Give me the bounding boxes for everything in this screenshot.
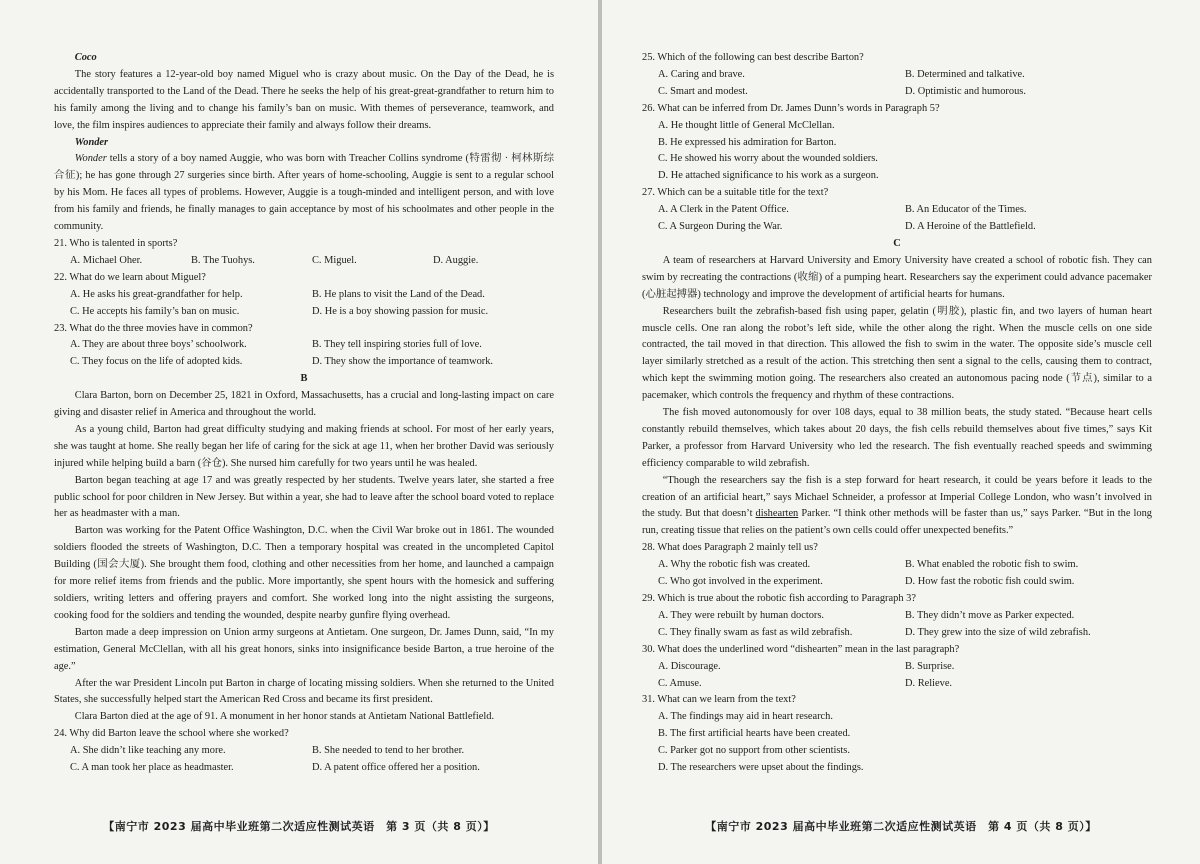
page-3 xyxy=(0,0,598,864)
q27-options xyxy=(642,202,1152,236)
q21-d[interactable]: D. Auggie. xyxy=(433,254,479,266)
c-para-3: The fish moved autonomously for over 108 days, equal to 38 million beats, the study stated. “Because heart cells constantly rebuild themselves, which takes about 20 days, the fish cells rebuild themselves about five times,” says Kit Parker, a professor from Harvard University who led the research. The fish eventually reached speeds and swimming efficiency comparable to wild zebrafish. xyxy=(642,407,1152,469)
q31-d[interactable]: D. The researchers were upset about the findings. xyxy=(658,762,864,774)
q29-c[interactable]: C. They finally swam as fast as wild zebrafish. xyxy=(658,626,853,638)
q27-stem: 27. Which can be a suitable title for the text? xyxy=(642,187,829,199)
q25-b[interactable]: B. Determined and talkative. xyxy=(905,68,1025,80)
q26-options xyxy=(642,118,1152,186)
q30-stem: 30. What does the underlined word “dishearten” mean in the last paragraph? xyxy=(642,643,960,655)
coco-text: The story features a 12-year-old boy named Miguel who is crazy about music. On the Day of the Dead, he is accidentally transported to the Land of the Dead. There he seeks the help of his great-great-grandfather to return him to his family among the living and to change his family’s ban on music. With themes of perseverance, teamwork, and love, the film inspires audiences to appreciate their family and always follow their dreams. xyxy=(54,68,554,131)
c-para-1: A team of researchers at Harvard University and Emory University have created a school of robotic fish. They can swim by recreating the contractions (收缩) of a pumping heart. Researchers say the experiment could advance pacemaker (心脏起搏器) technology and improve the development of artificial hearts for humans. xyxy=(642,254,1152,300)
c-para-4-pre: “Though the researchers say the fish is a step forward for heart research, it could be years before it leads to the creation of an artificial heart,” says Michael Schneider, a professor at Imperial College London, who wasn’t involved in the study. But that doesn’t xyxy=(642,474,1152,520)
q31-c[interactable]: C. Parker got no support from other scientists. xyxy=(658,745,850,757)
q24-b[interactable]: B. She needed to tend to her brother. xyxy=(312,745,465,757)
q30-c[interactable]: C. Amuse. xyxy=(658,677,702,689)
q31-a[interactable]: A. The findings may aid in heart research. xyxy=(658,711,833,723)
q23-stem: 23. What do the three movies have in common? xyxy=(54,322,253,334)
q21-b[interactable]: B. The Tuohys. xyxy=(191,254,255,266)
q26-c[interactable]: C. He showed his worry about the wounded soldiers. xyxy=(658,153,878,165)
underlined-word: dishearten xyxy=(755,508,799,520)
q24-c[interactable]: C. A man took her place as headmaster. xyxy=(70,762,234,774)
q21-options xyxy=(54,253,554,270)
q23-c[interactable]: C. They focus on the life of adopted kids. xyxy=(70,356,243,368)
q28-a[interactable]: A. Why the robotic fish was created. xyxy=(658,559,811,571)
page-3-footer: 【南宁市 2023 届高中毕业班第二次适应性测试英语 第 3 页（共 8 页）】 xyxy=(103,820,495,833)
q26-d[interactable]: D. He attached significance to his work as a surgeon. xyxy=(658,170,879,182)
q24-a[interactable]: A. She didn’t like teaching any more. xyxy=(70,745,226,757)
b-para-3: Barton began teaching at age 17 and was greatly respected by her students. Twelve years later, she started a free public school for poor children in New Jersey. But within a year, she had to leave after the school board voted to replace her as headmaster with a man. xyxy=(54,474,554,520)
q21-a[interactable]: A. Michael Oher. xyxy=(70,254,143,266)
q23-options xyxy=(54,337,554,371)
q29-stem: 29. Which is true about the robotic fish according to Paragraph 3? xyxy=(642,593,916,604)
q30-b[interactable]: B. Surprise. xyxy=(905,660,955,672)
q29-b[interactable]: B. They didn’t move as Parker expected. xyxy=(905,609,1075,621)
q21-c[interactable]: C. Miguel. xyxy=(312,254,357,266)
wonder-title: Wonder xyxy=(74,136,109,148)
q28-stem: 28. What does Paragraph 2 mainly tell us? xyxy=(642,542,818,554)
q28-c[interactable]: C. Who got involved in the experiment. xyxy=(658,576,823,588)
coco-title: Coco xyxy=(74,52,97,63)
q25-options xyxy=(642,67,1152,101)
wonder-text xyxy=(54,151,554,236)
q26-b[interactable]: B. He expressed his admiration for Barton. xyxy=(658,136,837,148)
q27-c[interactable]: C. A Surgeon During the War. xyxy=(658,221,783,233)
right-column xyxy=(642,50,1152,777)
wonder-body: tells a story of a boy named Auggie, who was born with Treacher Collins syndrome (特雷彻 · 柯林斯综合征); he has gone through 27 surgeries since birth. After years of home-schooling, Auggie is sent to a regular school by his Mom. He faces all types of problems. However, Auggie is a tough-minded and intelligent person, and with love from his family and friends, he finally manages to gain acceptance by most of his schoolmates and other people in the community. xyxy=(54,153,554,233)
q25-d[interactable]: D. Optimistic and humorous. xyxy=(905,85,1026,97)
b-para-1: Clara Barton, born on December 25, 1821 in Oxford, Massachusetts, has a crucial and long-lasting impact on care giving and disaster relief in America and throughout the world. xyxy=(54,390,554,419)
q22-a[interactable]: A. He asks his great-grandfather for help. xyxy=(70,288,243,300)
b-para-7: Clara Barton died at the age of 91. A monument in her honor stands at Antietam National Battlefield. xyxy=(74,711,495,723)
q30-a[interactable]: A. Discourage. xyxy=(658,660,721,672)
c-para-2: Researchers built the zebrafish-based fish using paper, gelatin (明胶), plastic fin, and two layers of human heart muscle cells. One ran along the robot’s left side, while the other along the right. When the muscle cells on one side contracted, the tail moved in that direction. This allowed the fish to swim in the water. The opposite side’s muscle cell layer similarly stretched as a result of the action. This stretching then sent a signal to the cells, causing them to contract, which kept the swimming motion going. The researchers also created an autonomous pacing node (节点), similar to a pacemaker, which controls the frequency and rhythm of these contractions. xyxy=(642,305,1152,402)
q25-a[interactable]: A. Caring and brave. xyxy=(658,68,745,80)
q25-stem: 25. Which of the following can best describe Barton? xyxy=(642,52,864,63)
section-c-heading: C xyxy=(893,237,901,249)
q29-options xyxy=(642,608,1152,642)
q26-a[interactable]: A. He thought little of General McClellan. xyxy=(658,119,835,131)
q22-options xyxy=(54,287,554,321)
b-para-5: Barton made a deep impression on Union army surgeons at Antietam. One surgeon, Dr. James Dunn, said, “In my estimation, General McClellan, with all his great honors, sinks into insignificance beside Barton, a true heroine of the age.” xyxy=(54,626,554,672)
q23-a[interactable]: A. They are about three boys’ schoolwork. xyxy=(70,339,247,351)
q27-a[interactable]: A. A Clerk in the Patent Office. xyxy=(658,204,789,216)
q29-d[interactable]: D. They grew into the size of wild zebrafish. xyxy=(905,626,1091,638)
left-column xyxy=(54,50,554,777)
q22-stem: 22. What do we learn about Miguel? xyxy=(54,271,206,283)
q30-options xyxy=(642,659,1152,693)
q25-c[interactable]: C. Smart and modest. xyxy=(658,85,748,97)
b-para-6: After the war President Lincoln put Barton in charge of locating missing soldiers. When she returned to the United States, she successfully helped start the American Red Cross and became its first president. xyxy=(54,677,554,706)
page-4 xyxy=(602,0,1200,864)
q26-stem: 26. What can be inferred from Dr. James Dunn’s words in Paragraph 5? xyxy=(642,102,940,114)
q29-a[interactable]: A. They were rebuilt by human doctors. xyxy=(658,609,825,621)
page-4-footer: 【南宁市 2023 届高中毕业班第二次适应性测试英语 第 4 页（共 8 页）】 xyxy=(705,820,1097,833)
q22-b[interactable]: B. He plans to visit the Land of the Dead. xyxy=(312,288,485,300)
q28-d[interactable]: D. How fast the robotic fish could swim. xyxy=(905,576,1075,588)
q31-b[interactable]: B. The first artificial hearts have been created. xyxy=(658,728,851,740)
q23-b[interactable]: B. They tell inspiring stories full of love. xyxy=(312,339,482,351)
q30-d[interactable]: D. Relieve. xyxy=(905,677,953,689)
q28-options xyxy=(642,557,1152,591)
wonder-title-inline: Wonder xyxy=(74,153,107,165)
q22-c[interactable]: C. He accepts his family’s ban on music. xyxy=(70,305,240,317)
q21-stem: 21. Who is talented in sports? xyxy=(54,237,178,249)
q28-b[interactable]: B. What enabled the robotic fish to swim. xyxy=(905,559,1079,571)
section-b-heading: B xyxy=(300,373,308,385)
q27-d[interactable]: D. A Heroine of the Battlefield. xyxy=(905,221,1036,233)
q24-stem: 24. Why did Barton leave the school where she worked? xyxy=(54,728,289,740)
q31-options xyxy=(642,709,1152,777)
q24-d[interactable]: D. A patent office offered her a position. xyxy=(312,762,480,774)
q24-options xyxy=(54,743,554,777)
q31-stem: 31. What can we learn from the text? xyxy=(642,694,796,706)
q23-d[interactable]: D. They show the importance of teamwork. xyxy=(312,356,494,368)
q27-b[interactable]: B. An Educator of the Times. xyxy=(905,204,1027,216)
c-para-4-post: Parker. “I think other methods will be faster than us,” says Parker. “But in the long run, creating tissue that relies on the patient’s own cells could offer unexpected benefits.” xyxy=(642,508,1152,537)
q22-d[interactable]: D. He is a boy showing passion for music. xyxy=(312,305,489,317)
c-para-4 xyxy=(642,473,1152,541)
b-para-2: As a young child, Barton had great difficulty studying and making friends at school. For most of her early years, she was taught at home. She really began her life of caring for the sick at age 11, when her brother David was seriously injured while helping build a barn (谷仓). She nursed him carefully for two years until he was healed. xyxy=(54,423,554,469)
b-para-4: Barton was working for the Patent Office Washington, D.C. when the Civil War broke out in 1861. The wounded soldiers flooded the streets of Washington, D.C. Then a temporary hospital was created in the uncompleted Capitol Building (国会大厦). She brought them food, clothing and other necessities from her home, and launched a campaign for more relief items from friends and the public. More importantly, she spent hours with the homesick and suffering soldiers, writing letters and offering prayers and comfort. She worked long into the night assisting the surgeons, cooking food for the soldiers and tending the wounded, despite nearby gunfire flying overhead. xyxy=(54,525,554,621)
